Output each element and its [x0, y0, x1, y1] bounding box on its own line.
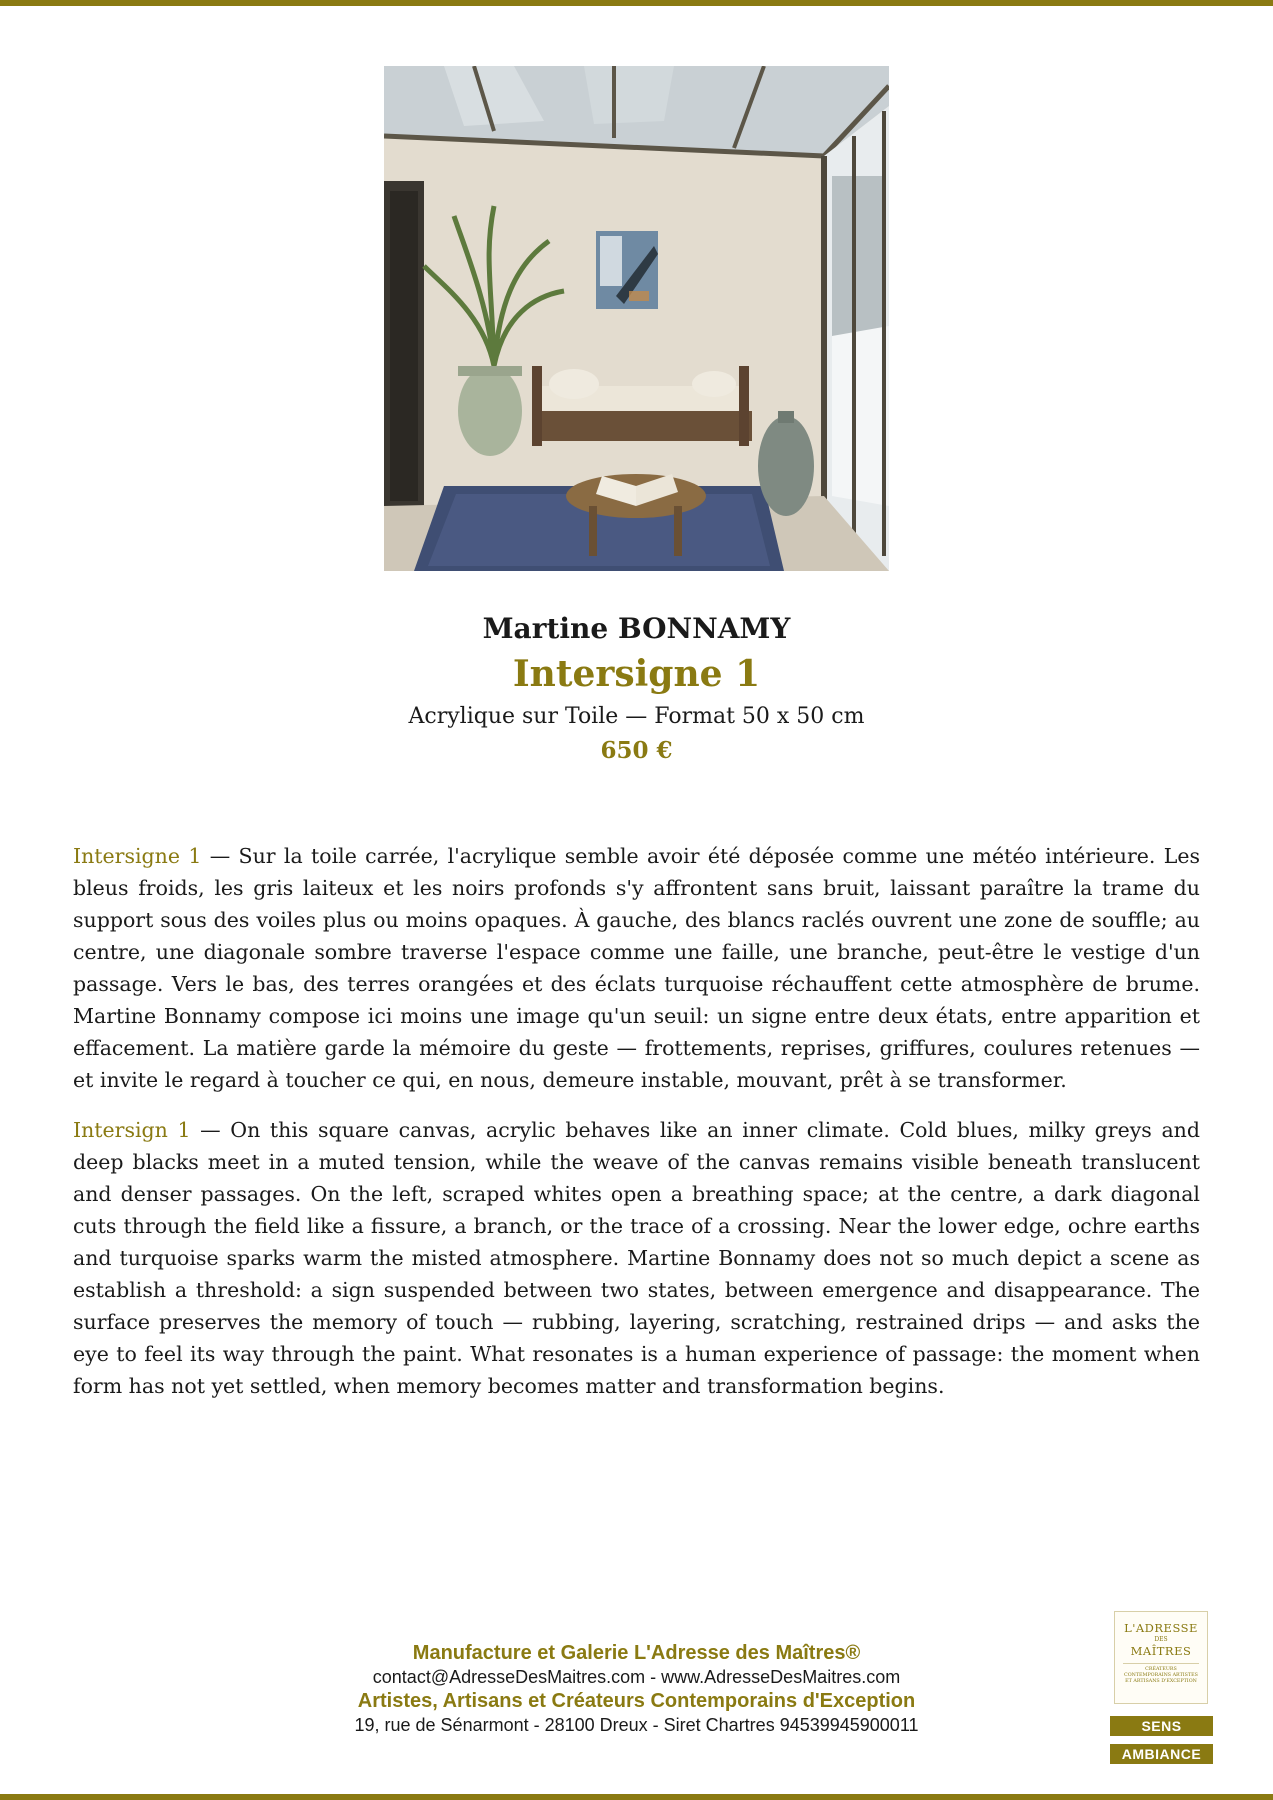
- artist-name: Martine BONNAMY: [482, 612, 791, 645]
- description-en-lead: Intersign 1: [73, 1118, 191, 1142]
- tag-sens: SENS: [1110, 1716, 1213, 1736]
- description-en-text: — On this square canvas, acrylic behaves like an inner climate. Cold blues, milky greys and deep blacks meet in a muted tension, while the weave of the canvas remains visible beneath translucent and denser passages. On the left, scraped whites open a breathing space; at the centre, a dark diagonal cuts through the field like a fissure, a branch, or the trace of a crossing. Near the lower edge, ochre earths and turquoise sparks warm the misted atmosphere. Martine Bonnamy does not so much depict a scene as establish a threshold: a sign suspended between two states, between emergence and disappearance. The surface preserves the memory of touch — rubbing, layering, scratching, restrained drips — and asks the eye to feel its way through the paint. What resonates is a human experience of passage: the moment when form has not yet settled, when memory becomes matter and transformation begins.: [73, 1118, 1200, 1398]
- logo-line-3: MAÎTRES: [1130, 1644, 1192, 1658]
- description-fr: [73, 840, 1200, 1096]
- logo-line-2: DES: [1154, 1636, 1168, 1643]
- gallery-logo: [1114, 1611, 1208, 1704]
- artwork-medium: Acrylique sur Toile — Format 50 x 50 cm: [408, 704, 865, 729]
- footer-gallery: Manufacture et Galerie L'Adresse des Maîtres®: [412, 1642, 861, 1664]
- tag-ambiance: AMBIANCE: [1110, 1744, 1213, 1764]
- logo-line-1: L'ADRESSE: [1124, 1621, 1198, 1635]
- description-en: [73, 1114, 1200, 1402]
- artwork-title: Intersigne 1: [512, 653, 761, 695]
- artwork-room-photo: [384, 66, 889, 571]
- footer: [0, 1641, 1273, 1737]
- top-rule: [0, 0, 1273, 6]
- description-fr-lead: Intersigne 1: [73, 844, 202, 868]
- bottom-rule: [0, 1794, 1273, 1800]
- description-fr-text: — Sur la toile carrée, l'acrylique semble avoir été déposée comme une météo intérieure. Les bleus froids, les gris laiteux et les noirs profonds s'y affrontent sans bruit, laissant paraître la trame du support sous des voiles plus ou moins opaques. À gauche, des blancs raclés ouvrent une zone de souffle; au centre, une diagonale sombre traverse l'espace comme une faille, une branche, peut-être le vestige d'un passage. Vers le bas, des terres orangées et des éclats turquoise réchauffent cette atmosphère de brume. Martine Bonnamy compose ici moins une image qu'un seuil: un signe entre deux états, entre apparition et effacement. La matière garde la mémoire du geste — frottements, reprises, griffures, coulures retenues — et invite le regard à toucher ce qui, en nous, demeure instable, mouvant, prêt à se transformer.: [73, 844, 1200, 1092]
- logo-line-4: CRÉATEURS CONTEMPORAINS ARTISTES ET ARTISANS D'EXCEPTION: [1124, 1667, 1198, 1684]
- artwork-price: 650 €: [600, 737, 673, 764]
- footer-contact[interactable]: contact@AdresseDesMaitres.com - www.AdresseDesMaitres.com: [372, 1667, 901, 1687]
- footer-tagline: Artistes, Artisans et Créateurs Contemporains d'Exception: [357, 1690, 916, 1712]
- logo-divider: [1123, 1663, 1199, 1664]
- footer-address: 19, rue de Sénarmont - 28100 Dreux - Siret Chartres 94539945900011: [354, 1715, 919, 1735]
